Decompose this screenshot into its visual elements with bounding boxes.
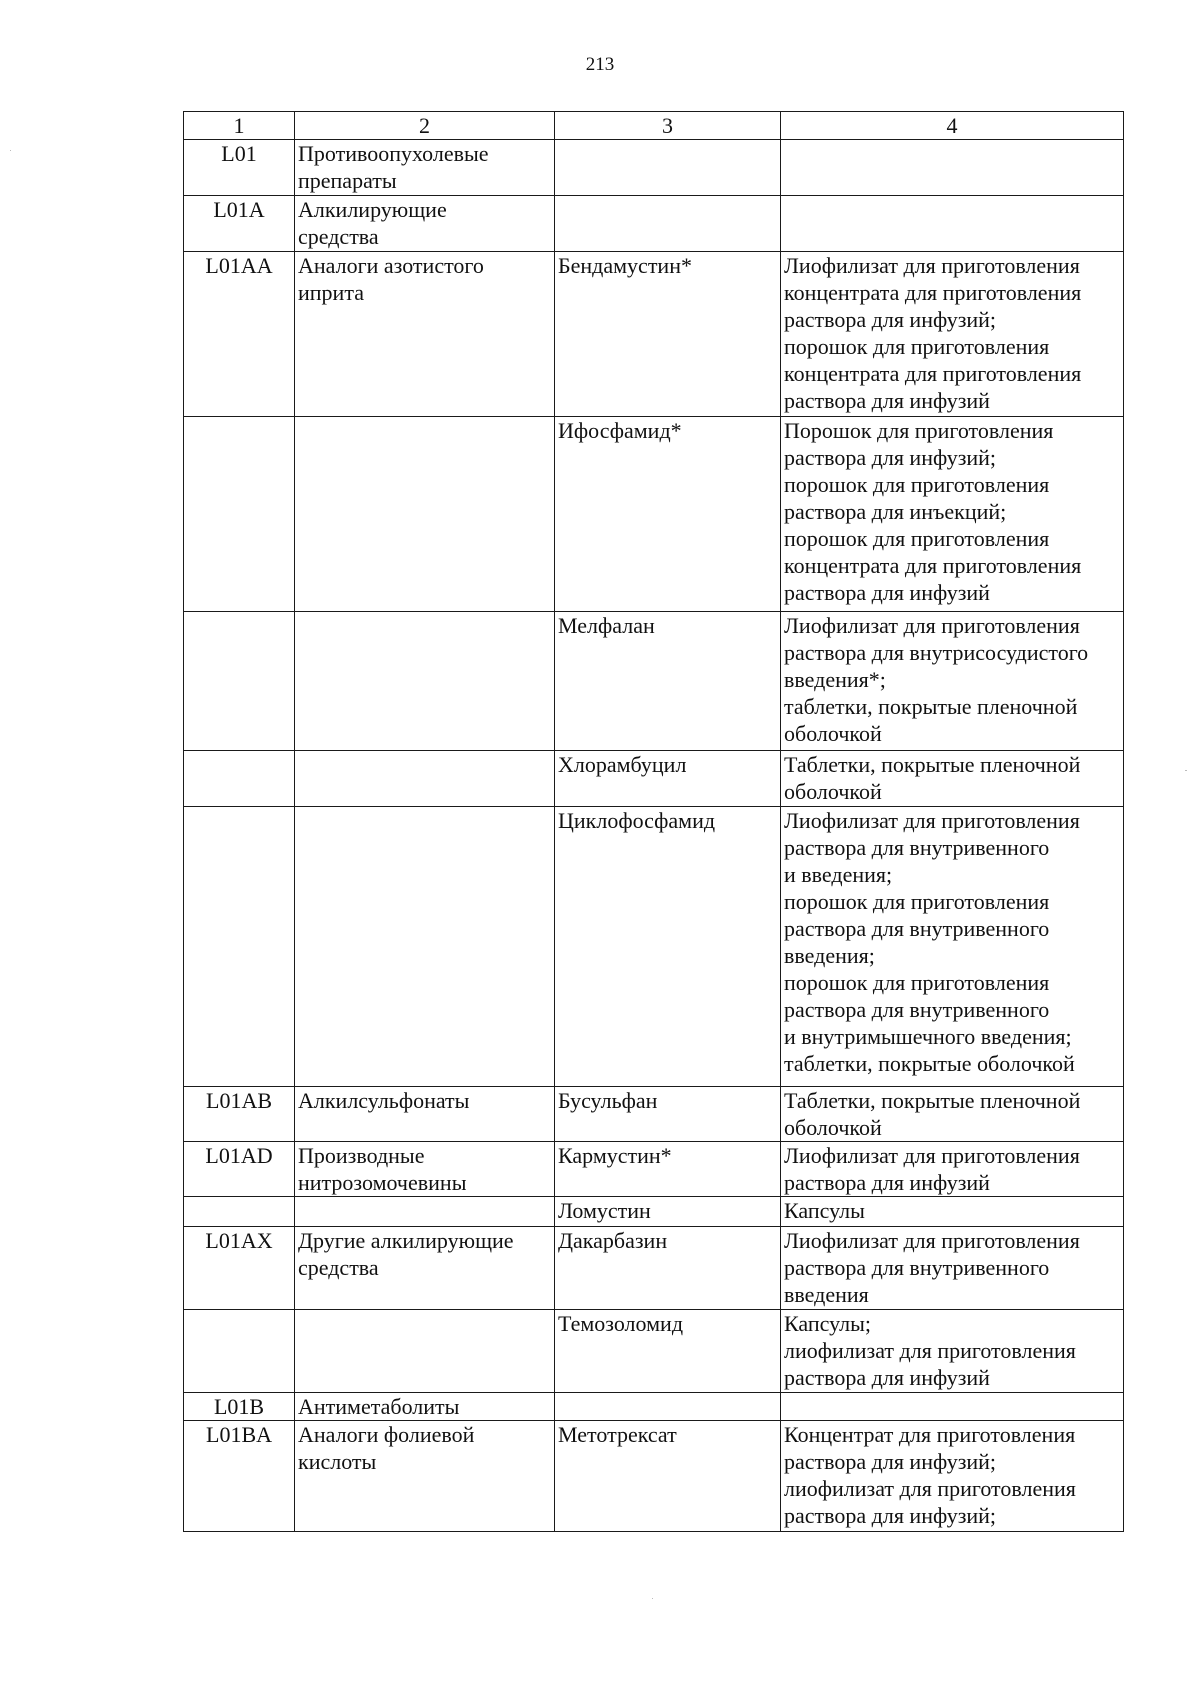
dosage-form-cell-line: раствора для внутривенного bbox=[784, 916, 1050, 941]
dosage-form-cell-line: оболочкой bbox=[784, 779, 882, 804]
dosage-form-cell-line: Лиофилизат для приготовления bbox=[784, 1228, 1080, 1253]
group-cell bbox=[295, 252, 555, 417]
dosage-form-cell-line: раствора для внутривенного bbox=[784, 835, 1050, 860]
dosage-form-cell bbox=[781, 612, 1124, 751]
code-cell bbox=[184, 1197, 295, 1227]
group-cell bbox=[295, 1310, 555, 1393]
dosage-form-cell-line: Капсулы bbox=[784, 1198, 865, 1223]
drug-cell bbox=[555, 417, 781, 612]
drug-cell bbox=[555, 1310, 781, 1393]
code-cell bbox=[184, 612, 295, 751]
group-cell bbox=[295, 1227, 555, 1310]
dosage-form-cell-line: Капсулы; bbox=[784, 1311, 872, 1336]
dosage-form-cell bbox=[781, 1142, 1124, 1197]
dosage-form-cell-line: таблетки, покрытые пленочной bbox=[784, 694, 1078, 719]
code-cell: L01BA bbox=[184, 1421, 295, 1532]
header-cell-2: 2 bbox=[295, 112, 555, 140]
table-row bbox=[184, 807, 1124, 1087]
dosage-form-cell-line: оболочкой bbox=[784, 721, 882, 746]
dosage-form-cell-line: раствора для внутривенного bbox=[784, 997, 1050, 1022]
drug-cell-line: Бендамустин* bbox=[558, 253, 692, 278]
group-cell-line: средства bbox=[298, 224, 379, 249]
dosage-form-cell-line: лиофилизат для приготовления bbox=[784, 1476, 1076, 1501]
dosage-form-cell-line: раствора для инфузий; bbox=[784, 445, 997, 470]
code-cell bbox=[184, 417, 295, 612]
code-cell bbox=[184, 807, 295, 1087]
code-cell: L01A bbox=[184, 196, 295, 252]
table-row bbox=[184, 417, 1124, 612]
group-cell bbox=[295, 1421, 555, 1532]
dosage-form-cell-line: введения*; bbox=[784, 667, 886, 692]
dosage-form-cell-line: Таблетки, покрытые пленочной bbox=[784, 752, 1081, 777]
dosage-form-cell-line: Концентрат для приготовления bbox=[784, 1422, 1076, 1447]
table-row bbox=[184, 1142, 1124, 1197]
header-cell-3: 3 bbox=[555, 112, 781, 140]
group-cell-line: Антиметаболиты bbox=[298, 1394, 460, 1419]
group-cell-line: средства bbox=[298, 1255, 379, 1280]
dosage-form-cell-line: концентрата для приготовления bbox=[784, 361, 1082, 386]
dosage-form-cell-line: и внутримышечного введения; bbox=[784, 1024, 1072, 1049]
dosage-form-cell-line: концентрата для приготовления bbox=[784, 280, 1082, 305]
group-cell-line: кислоты bbox=[298, 1449, 377, 1474]
dosage-form-cell-line: порошок для приготовления bbox=[784, 472, 1050, 497]
dosage-form-cell bbox=[781, 196, 1124, 252]
scan-speck bbox=[1185, 770, 1187, 771]
dosage-form-cell-line: раствора для инфузий; bbox=[784, 1449, 997, 1474]
dosage-form-cell-line: и введения; bbox=[784, 862, 893, 887]
dosage-form-cell-line: раствора для инъекций; bbox=[784, 499, 1007, 524]
drug-cell bbox=[555, 751, 781, 807]
header-cell-1: 1 bbox=[184, 112, 295, 140]
dosage-form-cell-line: раствора для инфузий; bbox=[784, 307, 997, 332]
dosage-form-cell-line: порошок для приготовления bbox=[784, 889, 1050, 914]
drug-cell-line: Хлорамбуцил bbox=[558, 752, 687, 777]
group-cell bbox=[295, 1197, 555, 1227]
dosage-form-cell-line: Лиофилизат для приготовления bbox=[784, 808, 1080, 833]
dosage-form-cell bbox=[781, 140, 1124, 196]
code-cell bbox=[184, 1310, 295, 1393]
dosage-form-cell-line: раствора для инфузий bbox=[784, 580, 990, 605]
group-cell bbox=[295, 612, 555, 751]
dosage-form-cell-line: введения; bbox=[784, 943, 875, 968]
scan-speck bbox=[652, 1598, 653, 1599]
code-cell: L01AD bbox=[184, 1142, 295, 1197]
group-cell-line: нитрозомочевины bbox=[298, 1170, 467, 1195]
table-row bbox=[184, 1310, 1124, 1393]
dosage-form-cell-line: концентрата для приготовления bbox=[784, 553, 1082, 578]
table-row bbox=[184, 1197, 1124, 1227]
code-cell: L01B bbox=[184, 1393, 295, 1421]
drug-cell bbox=[555, 252, 781, 417]
group-cell bbox=[295, 807, 555, 1087]
dosage-form-cell-line: порошок для приготовления bbox=[784, 334, 1050, 359]
group-cell-line: Аналоги фолиевой bbox=[298, 1422, 475, 1447]
table-row bbox=[184, 140, 1124, 196]
drug-cell bbox=[555, 140, 781, 196]
dosage-form-cell-line: лиофилизат для приготовления bbox=[784, 1338, 1076, 1363]
dosage-form-cell bbox=[781, 252, 1124, 417]
drug-cell bbox=[555, 1197, 781, 1227]
drug-cell bbox=[555, 1227, 781, 1310]
drug-cell bbox=[555, 1142, 781, 1197]
dosage-form-cell-line: Лиофилизат для приготовления bbox=[784, 253, 1080, 278]
dosage-form-cell-line: раствора для инфузий bbox=[784, 1365, 990, 1390]
dosage-form-cell-line: порошок для приготовления bbox=[784, 526, 1050, 551]
dosage-form-cell-line: Лиофилизат для приготовления bbox=[784, 613, 1080, 638]
dosage-form-cell-line: раствора для инфузий bbox=[784, 388, 990, 413]
dosage-form-cell-line: порошок для приготовления bbox=[784, 970, 1050, 995]
group-cell bbox=[295, 140, 555, 196]
code-cell: L01AB bbox=[184, 1087, 295, 1142]
dosage-form-cell bbox=[781, 1197, 1124, 1227]
drug-cell-line: Дакарбазин bbox=[558, 1228, 668, 1253]
drug-cell bbox=[555, 1087, 781, 1142]
group-cell-line: Другие алкилирующие bbox=[298, 1228, 514, 1253]
dosage-form-cell-line: таблетки, покрытые оболочкой bbox=[784, 1051, 1075, 1076]
dosage-form-cell bbox=[781, 1087, 1124, 1142]
code-cell: L01AA bbox=[184, 252, 295, 417]
drug-cell bbox=[555, 1421, 781, 1532]
table-row bbox=[184, 612, 1124, 751]
dosage-form-cell bbox=[781, 807, 1124, 1087]
dosage-form-cell-line: оболочкой bbox=[784, 1115, 882, 1140]
table-row bbox=[184, 1421, 1124, 1532]
table-row bbox=[184, 252, 1124, 417]
dosage-form-cell-line: Лиофилизат для приготовления bbox=[784, 1143, 1080, 1168]
dosage-form-cell-line: введения bbox=[784, 1282, 869, 1307]
dosage-form-cell-line: Порошок для приготовления bbox=[784, 418, 1054, 443]
dosage-form-cell-line: Таблетки, покрытые пленочной bbox=[784, 1088, 1081, 1113]
drug-cell bbox=[555, 807, 781, 1087]
dosage-form-cell-line: раствора для внутривенного bbox=[784, 1255, 1050, 1280]
dosage-form-cell bbox=[781, 751, 1124, 807]
table-row bbox=[184, 751, 1124, 807]
group-cell-line: препараты bbox=[298, 168, 397, 193]
scan-speck bbox=[10, 150, 11, 151]
group-cell bbox=[295, 196, 555, 252]
drug-cell-line: Ломустин bbox=[558, 1198, 651, 1223]
drug-cell bbox=[555, 196, 781, 252]
header-cell-4: 4 bbox=[781, 112, 1124, 140]
page-number: 213 bbox=[585, 54, 615, 75]
group-cell bbox=[295, 1142, 555, 1197]
code-cell: L01AX bbox=[184, 1227, 295, 1310]
group-cell-line: Алкилсульфонаты bbox=[298, 1088, 470, 1113]
table-row bbox=[184, 1087, 1124, 1142]
drug-cell bbox=[555, 1393, 781, 1421]
group-cell bbox=[295, 751, 555, 807]
group-cell-line: Алкилирующие bbox=[298, 197, 447, 222]
group-cell-line: иприта bbox=[298, 280, 364, 305]
group-cell bbox=[295, 1087, 555, 1142]
drug-cell-line: Ифосфамид* bbox=[558, 418, 682, 443]
dosage-form-cell-line: раствора для внутрисосудистого bbox=[784, 640, 1089, 665]
drug-cell-line: Циклофосфамид bbox=[558, 808, 716, 833]
dosage-form-cell bbox=[781, 1310, 1124, 1393]
group-cell-line: Аналоги азотистого bbox=[298, 253, 484, 278]
code-cell bbox=[184, 751, 295, 807]
dosage-form-cell bbox=[781, 1393, 1124, 1421]
drug-cell-line: Кармустин* bbox=[558, 1143, 672, 1168]
drug-cell bbox=[555, 612, 781, 751]
dosage-form-cell-line: раствора для инфузий; bbox=[784, 1503, 997, 1528]
dosage-form-cell bbox=[781, 417, 1124, 612]
table-row bbox=[184, 1227, 1124, 1310]
group-cell bbox=[295, 417, 555, 612]
table-row bbox=[184, 1393, 1124, 1421]
drug-cell-line: Бусульфан bbox=[558, 1088, 658, 1113]
drug-table bbox=[183, 111, 1124, 1532]
table-row bbox=[184, 196, 1124, 252]
group-cell bbox=[295, 1393, 555, 1421]
table-header-row bbox=[184, 112, 1124, 140]
drug-cell-line: Мелфалан bbox=[558, 613, 655, 638]
dosage-form-cell-line: раствора для инфузий bbox=[784, 1170, 990, 1195]
dosage-form-cell bbox=[781, 1421, 1124, 1532]
drug-cell-line: Метотрексат bbox=[558, 1422, 677, 1447]
code-cell: L01 bbox=[184, 140, 295, 196]
group-cell-line: Противоопухолевые bbox=[298, 141, 489, 166]
group-cell-line: Производные bbox=[298, 1143, 425, 1168]
dosage-form-cell bbox=[781, 1227, 1124, 1310]
drug-cell-line: Темозоломид bbox=[558, 1311, 684, 1336]
